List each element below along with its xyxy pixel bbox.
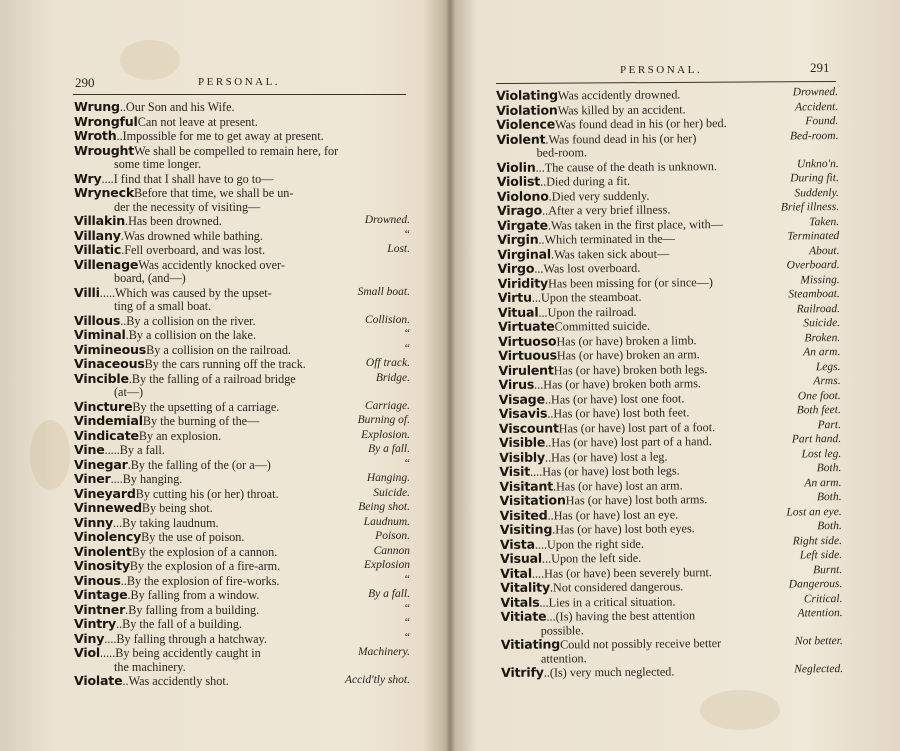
- headword: Vital: [500, 565, 532, 581]
- margin-keyword: Explosion: [364, 559, 410, 571]
- definition: ..Was accidently shot.: [122, 674, 229, 688]
- code-entry: [74, 646, 410, 674]
- definition: ..Died during a fit.: [539, 173, 631, 189]
- margin-keyword: Suddenly.: [794, 186, 839, 199]
- headword: Visible: [499, 434, 546, 450]
- code-entry: [74, 472, 410, 487]
- headword: Visage: [498, 391, 545, 407]
- definition: By a collision on the railroad.: [146, 342, 291, 357]
- margin-keyword: Burnt.: [813, 563, 843, 576]
- margin-keyword: Both.: [816, 462, 842, 475]
- margin-keyword: Laudnum.: [363, 515, 410, 528]
- definition: Before that time, we shall be un-: [134, 186, 294, 200]
- definition: ..By a collision on the river.: [120, 313, 256, 328]
- definition: ...(Is) having the best attention: [546, 608, 696, 624]
- definition-continuation: attention.: [540, 650, 587, 666]
- definition: ..Has (or have) lost an eye.: [547, 506, 679, 523]
- headword: Viminal: [74, 327, 126, 342]
- margin-keyword: Critical.: [803, 592, 843, 605]
- headword: Viscount: [498, 419, 559, 436]
- definition: Was accidently knocked over-: [138, 257, 285, 272]
- headword: Vine: [74, 442, 105, 457]
- margin-keyword: “: [403, 228, 410, 241]
- margin-keyword: Neglected.: [794, 662, 844, 676]
- margin-keyword: Small boat.: [357, 285, 410, 298]
- definition-continuation: board, (and—): [114, 271, 186, 285]
- headword: Vinnewed: [74, 500, 142, 515]
- headword: Virago: [496, 202, 543, 218]
- code-entry: [74, 588, 410, 603]
- headword: Visibly: [499, 449, 546, 465]
- entry-list: [496, 86, 843, 680]
- code-entry: [74, 574, 410, 589]
- definition: .By the falling of a railroad bridge: [128, 371, 296, 386]
- definition: ..Impossible for me to get away at present.: [116, 129, 324, 143]
- headword: Vintry: [74, 616, 117, 631]
- margin-keyword: “: [403, 631, 410, 644]
- headword: Virgate: [497, 217, 548, 233]
- definition: Has (or have) broken an arm.: [556, 347, 700, 363]
- margin-keyword: Drowned.: [364, 214, 410, 226]
- headword: Virgo: [497, 260, 535, 276]
- definition: ...Upon the steamboat.: [531, 289, 642, 305]
- page-number: 290: [75, 75, 95, 90]
- margin-keyword: By a fall.: [368, 443, 410, 455]
- code-entry: [501, 663, 843, 680]
- headword: Vincture: [74, 398, 133, 414]
- headword: Vitality: [500, 579, 551, 595]
- left-page: [0, 0, 448, 751]
- headword: Viner: [74, 471, 111, 486]
- definition: Committed suicide.: [554, 318, 651, 334]
- headword: Violent: [496, 131, 546, 147]
- margin-keyword: Left side.: [799, 548, 843, 562]
- definition: .By falling from a building.: [125, 602, 260, 617]
- definition: .Has been drowned.: [125, 214, 222, 228]
- code-entry: [501, 607, 843, 638]
- margin-keyword: Attention.: [797, 606, 843, 620]
- right-page: [452, 0, 900, 751]
- margin-keyword: Unkno'n.: [796, 157, 839, 170]
- headword: Vitals: [500, 594, 540, 610]
- code-entry: [74, 458, 410, 473]
- headword: Wrung: [74, 99, 120, 114]
- margin-keyword: During fit.: [790, 172, 839, 185]
- definition: Has (or have) broken a limb.: [556, 332, 697, 348]
- definition: ...Was lost overboard.: [534, 260, 641, 276]
- headword: Vintner: [74, 601, 126, 617]
- headword: Virtu: [497, 289, 532, 305]
- code-entry: [74, 674, 410, 689]
- definition: ...Upon the railroad.: [538, 304, 637, 320]
- definition: ..By the explosion of fire-works.: [120, 573, 280, 588]
- code-entry: [74, 559, 410, 574]
- definition: ....Has (or have) lost both legs.: [529, 463, 680, 479]
- definition: Has (or have) lost part of a foot.: [558, 419, 716, 435]
- definition: Could not possibly receive better: [559, 636, 722, 652]
- margin-keyword: Both feet.: [796, 404, 841, 417]
- margin-keyword: Being shot.: [358, 501, 410, 513]
- margin-keyword: Steamboat.: [788, 288, 840, 301]
- headword: Wry: [74, 170, 102, 186]
- margin-keyword: Right side.: [792, 534, 843, 547]
- headword: Vitiate: [500, 608, 547, 624]
- headword: Vitiating: [500, 636, 561, 652]
- definition: .Fell overboard, and was lost.: [121, 243, 266, 257]
- margin-keyword: “: [403, 573, 410, 586]
- code-entry: [74, 100, 410, 115]
- definition: ..Which terminated in the—: [538, 231, 675, 247]
- headword: Wrought: [74, 142, 135, 158]
- margin-keyword: Cannon: [373, 544, 410, 557]
- definition: ..Has (or have) lost part of a hand.: [545, 434, 712, 450]
- definition-continuation: ting of a small boat.: [114, 299, 212, 313]
- headword: Wryneck: [74, 185, 135, 200]
- margin-keyword: Overboard.: [786, 259, 840, 272]
- definition: .By the falling of the (or a—): [127, 457, 271, 472]
- headword: Violin: [496, 159, 536, 175]
- margin-keyword: About.: [809, 244, 840, 257]
- definition: ..Has (or have) lost both feet.: [547, 405, 690, 421]
- definition: .....By being accidently caught in: [100, 646, 261, 660]
- code-entry: [74, 372, 410, 400]
- header-rule: [496, 81, 836, 84]
- definition: By the cars running off the track.: [144, 357, 306, 371]
- definition: .Was drowned while bathing.: [120, 228, 263, 243]
- definition: ...Upon the left side.: [541, 550, 642, 566]
- headword: Vindicate: [74, 427, 139, 443]
- code-entry: [74, 129, 410, 144]
- definition-continuation: (at—): [114, 385, 144, 399]
- definition: Was accidently drowned.: [557, 87, 681, 103]
- definition: .Not considered dangerous.: [549, 579, 684, 595]
- definition: By an explosion.: [138, 428, 222, 443]
- code-entry: [74, 314, 410, 329]
- margin-keyword: Arms.: [813, 375, 841, 388]
- margin-keyword: Off track.: [365, 357, 410, 369]
- headword: Viol: [74, 645, 101, 660]
- code-entry: [74, 632, 410, 647]
- definition: ..After a very brief illness.: [542, 202, 671, 218]
- margin-keyword: Broken.: [804, 331, 841, 344]
- headword: Vitual: [497, 304, 539, 320]
- margin-keyword: Terminated: [787, 230, 840, 243]
- definition: By the use of poison.: [141, 530, 245, 544]
- headword: Virulent: [498, 362, 554, 378]
- headword: Visited: [499, 507, 548, 523]
- code-entry: [74, 516, 410, 531]
- headword: Vimineous: [74, 341, 147, 357]
- definition: Has (or have) lost both arms.: [565, 492, 708, 508]
- definition: By the explosion of a fire-arm.: [129, 559, 281, 573]
- margin-keyword: Carriage.: [364, 399, 410, 412]
- headword: Vinny: [74, 514, 113, 530]
- margin-keyword: Hanging.: [366, 472, 410, 484]
- margin-keyword: Both.: [817, 519, 842, 533]
- code-entry: [496, 130, 838, 161]
- headword: Violate: [74, 673, 123, 688]
- headword: Wrongful: [74, 113, 138, 129]
- code-entry: [74, 186, 410, 214]
- margin-keyword: Both.: [816, 491, 842, 504]
- margin-keyword: “: [403, 457, 410, 470]
- code-entry: [74, 229, 410, 244]
- headword: Vinolency: [74, 529, 142, 544]
- definition: Can not leave at present.: [137, 114, 258, 129]
- headword: Violence: [496, 116, 556, 132]
- headword: Visavis: [498, 405, 548, 421]
- definition: .....Which was caused by the upset-: [99, 285, 272, 300]
- margin-keyword: Not better.: [794, 634, 843, 648]
- code-entry: [74, 501, 410, 516]
- headword: Vinaceous: [74, 356, 145, 371]
- margin-keyword: One foot.: [797, 389, 841, 402]
- definition: .Died very suddenly.: [548, 188, 650, 204]
- header-rule: [73, 94, 406, 95]
- definition: ..(Is) very much neglected.: [543, 664, 675, 680]
- page-number: 291: [810, 60, 830, 75]
- margin-keyword: Brief illness.: [780, 201, 840, 214]
- code-entry: [74, 343, 410, 358]
- headword: Villatic: [74, 242, 122, 257]
- margin-keyword: Bed-room.: [789, 129, 839, 142]
- margin-keyword: Suicide.: [803, 317, 841, 330]
- entry-list: [74, 100, 410, 689]
- definition: ...The cause of the death is unknown.: [535, 158, 718, 175]
- margin-keyword: Explosion.: [361, 428, 410, 441]
- definition: ...By taking laudnum.: [112, 515, 219, 530]
- headword: Visiting: [499, 521, 553, 537]
- headword: Virginal: [497, 246, 552, 262]
- headword: Villakin: [74, 213, 126, 228]
- margin-keyword: An arm.: [803, 346, 841, 359]
- margin-keyword: “: [403, 342, 410, 355]
- headword: Visit: [499, 463, 531, 479]
- definition: Has been missing for (or since—): [547, 274, 713, 291]
- margin-keyword: Railroad.: [796, 302, 840, 315]
- headword: Viny: [74, 630, 105, 646]
- definition: .Was taken sick about—: [550, 245, 670, 262]
- headword: Vinous: [74, 572, 121, 588]
- definition: ....Has (or have) been severely burnt.: [531, 564, 713, 581]
- definition: .By a collision on the lake.: [125, 328, 256, 342]
- code-entry: [74, 172, 410, 187]
- code-entry: [74, 400, 410, 415]
- headword: Vinolent: [74, 543, 132, 559]
- definition: Has (or have) broken both legs.: [553, 361, 708, 378]
- headword: Virus: [498, 376, 535, 392]
- margin-keyword: Burning of.: [357, 414, 410, 426]
- code-entry: [74, 214, 410, 229]
- headword: Virtuate: [498, 318, 555, 334]
- definition: ..Our Son and his Wife.: [119, 100, 235, 114]
- margin-keyword: Bridge.: [375, 371, 410, 384]
- code-entry: [74, 115, 410, 130]
- code-entry: [74, 603, 410, 618]
- margin-keyword: “: [403, 602, 410, 615]
- margin-keyword: “: [403, 328, 410, 340]
- code-entry: [74, 429, 410, 444]
- definition: ..Has (or have) lost a leg.: [544, 449, 668, 465]
- definition: ..Has (or have) lost one foot.: [544, 390, 685, 407]
- headword: Visitant: [499, 478, 554, 494]
- definition: By the burning of the—: [142, 414, 260, 428]
- definition: By the upsetting of a carriage.: [132, 399, 280, 414]
- headword: Violist: [496, 173, 541, 189]
- code-entry: [74, 286, 410, 314]
- margin-keyword: Poison.: [375, 530, 410, 542]
- margin-keyword: An arm.: [804, 476, 842, 489]
- definition: ....By hanging.: [110, 472, 183, 486]
- headword: Violating: [495, 87, 558, 103]
- margin-keyword: Dangerous.: [788, 577, 843, 591]
- definition: .By falling from a window.: [127, 588, 260, 602]
- code-entry: [74, 144, 410, 172]
- definition: .Was taken in the first place, with—: [547, 216, 723, 233]
- margin-keyword: Part hand.: [791, 433, 842, 446]
- definition: By being shot.: [141, 501, 213, 515]
- headword: Violation: [496, 101, 558, 118]
- code-entry: [74, 617, 410, 632]
- margin-keyword: Accident.: [795, 100, 839, 113]
- margin-keyword: Lost leg.: [801, 447, 842, 460]
- headword: Virtuous: [498, 347, 557, 363]
- headword: Visual: [500, 550, 543, 566]
- code-entry: [74, 545, 410, 560]
- margin-keyword: Lost.: [387, 243, 410, 255]
- code-entry: [74, 328, 410, 343]
- headword: Vindemial: [74, 413, 143, 428]
- definition: ....Upon the right side.: [534, 536, 644, 552]
- headword: Visitation: [499, 492, 566, 508]
- code-entry: [74, 357, 410, 372]
- margin-keyword: Part.: [817, 418, 841, 431]
- definition: Was found dead in his (or her) bed.: [554, 115, 727, 132]
- headword: Vinegar: [74, 456, 128, 472]
- definition-continuation: some time longer.: [114, 157, 201, 171]
- headword: Vintage: [74, 587, 128, 602]
- code-entry: [74, 243, 410, 258]
- definition-continuation: possible.: [540, 622, 584, 638]
- margin-keyword: By a fall.: [368, 588, 410, 600]
- margin-keyword: Drowned.: [792, 86, 839, 99]
- margin-keyword: Legs.: [815, 360, 841, 373]
- headword: Wroth: [74, 128, 117, 143]
- definition-continuation: the machinery.: [114, 659, 186, 674]
- definition: ...Has (or have) broken both arms.: [534, 376, 702, 392]
- headword: Villous: [74, 312, 121, 328]
- margin-keyword: Found.: [805, 115, 839, 128]
- margin-keyword: Accid'tly shot.: [344, 674, 410, 686]
- margin-keyword: Collision.: [364, 313, 410, 326]
- margin-keyword: Lost an eye.: [786, 505, 842, 518]
- code-entry: [74, 530, 410, 545]
- headword: Vincible: [74, 370, 129, 386]
- definition-continuation: bed-room.: [536, 145, 588, 160]
- headword: Villany: [74, 227, 121, 243]
- headword: Virtuoso: [498, 332, 557, 349]
- definition: .Was found dead in his (or her): [545, 130, 697, 147]
- definition: By cutting his (or her) throat.: [135, 486, 279, 501]
- code-entry: [501, 635, 843, 666]
- headword: Villi: [74, 284, 100, 300]
- margin-keyword: Taken.: [809, 215, 840, 228]
- definition: ..By the fall of a building.: [116, 617, 242, 631]
- headword: Vinosity: [74, 558, 130, 573]
- definition: ....I find that I shall have to go to—: [101, 171, 274, 186]
- margin-keyword: Machinery.: [357, 646, 410, 658]
- definition: .Has (or have) lost an arm.: [552, 477, 683, 494]
- margin-keyword: “: [403, 617, 410, 629]
- code-entry: [74, 414, 410, 429]
- margin-keyword: Missing.: [800, 273, 840, 286]
- definition: We shall be compelled to remain here, for: [134, 143, 339, 158]
- headword: Violono: [496, 188, 549, 204]
- headword: Vitrify: [501, 664, 544, 680]
- headword: Vineyard: [74, 485, 136, 501]
- headword: Villenage: [74, 256, 139, 272]
- code-entry: [74, 443, 410, 458]
- headword: Viridity: [497, 275, 549, 291]
- running-head: PERSONAL.: [620, 64, 703, 76]
- margin-keyword: Suicide.: [373, 486, 410, 499]
- definition: .....By a fall.: [104, 443, 165, 457]
- definition-continuation: der the necessity of visiting—: [114, 199, 261, 214]
- definition: Was killed by an accident.: [557, 101, 686, 117]
- definition: ....By falling through a hatchway.: [104, 631, 267, 646]
- code-entry: [74, 258, 410, 286]
- definition: .Has (or have) lost both eyes.: [552, 521, 695, 537]
- headword: Vista: [499, 536, 535, 552]
- running-head: PERSONAL.: [198, 76, 281, 88]
- code-entry: [74, 487, 410, 502]
- headword: Virgin: [497, 231, 539, 247]
- definition: By the explosion of a cannon.: [131, 544, 278, 559]
- definition: ...Lies in a critical situation.: [539, 593, 676, 610]
